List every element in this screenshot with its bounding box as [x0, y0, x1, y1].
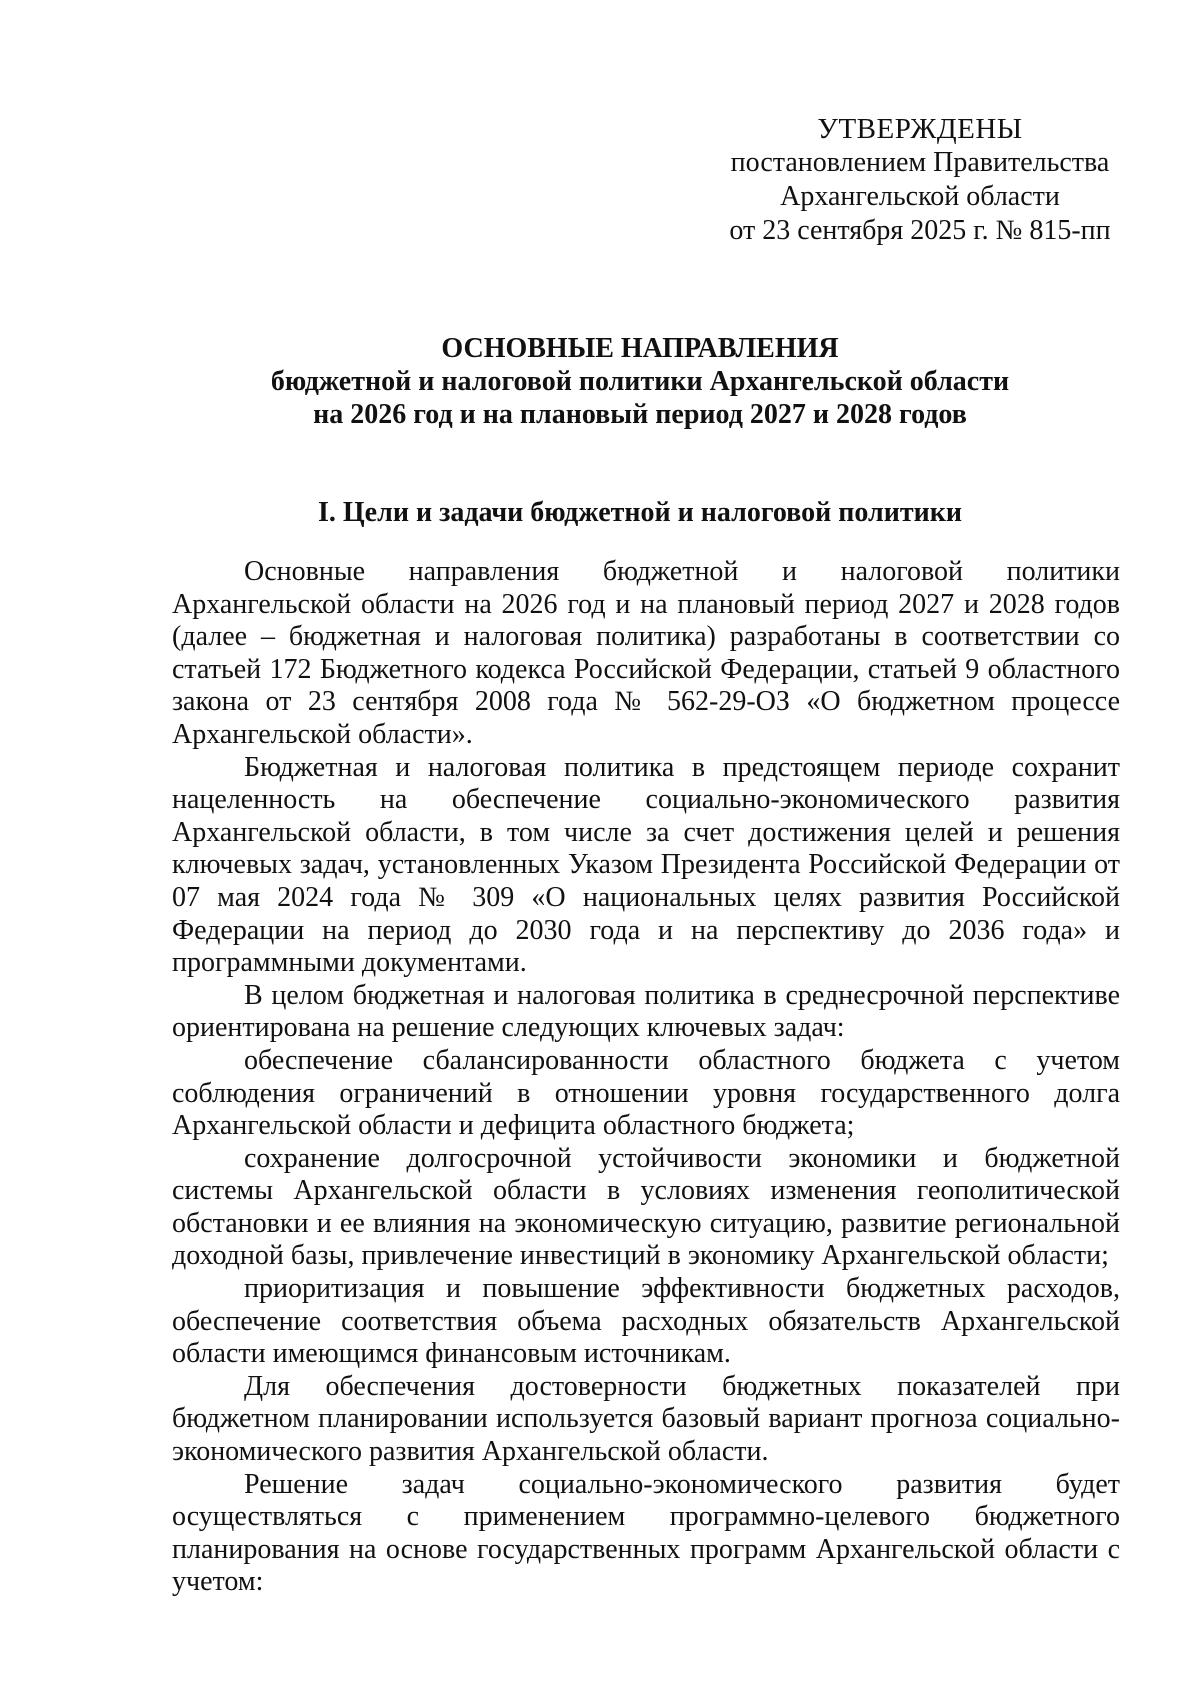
title-line-2: бюджетной и налоговой политики Архангельской области [270, 366, 1010, 397]
approval-line-1: постановлением Правительства [730, 147, 1110, 178]
paragraph: Основные направления бюджетной и налоговой политики Архангельской области на 2026 год и на плановый период 2027 и 2028 годов (далее – бюджетная и налоговая политика) разработаны в соответствии со статьей 172 Бюджетного кодекса Российской Федерации, статьей 9 областного закона от 23 сентября 2008 года № 562-29-ОЗ «О бюджетном процессе Архангельской области». [172, 556, 1120, 750]
paragraph: Решение задач социально-экономического развития будет осуществляться с применением программно-целевого бюджетного планирования на основе государственных программ Архангельской области с учетом: [172, 1468, 1120, 1598]
paragraph: приоритизация и повышение эффективности бюджетных расходов, обеспечение соответствия объема расходных обязательств Архангельской области имеющимся финансовым источникам. [172, 1273, 1120, 1370]
document-body [172, 556, 1120, 1599]
approval-heading: УТВЕРЖДЕНЫ [817, 113, 1023, 145]
document-title [160, 332, 1120, 431]
paragraph: В целом бюджетная и налоговая политика в среднесрочной перспективе ориентирована на решение следующих ключевых задач: [172, 979, 1120, 1044]
title-line-3: на 2026 год и на плановый период 2027 и 2028 годов [313, 399, 967, 430]
paragraph: обеспечение сбалансированности областного бюджета с учетом соблюдения ограничений в отношении уровня государственного долга Архангельской области и дефицита областного бюджета; [172, 1044, 1120, 1142]
section-heading: I. Цели и задачи бюджетной и налоговой политики [318, 497, 962, 528]
paragraph: Бюджетная и налоговая политика в предстоящем периоде сохранит нацеленность на обеспечение социально-экономического развития Архангельской области, в том числе за счет достижения целей и решения ключевых задач, установленных Указом Президента Российской Федерации от 07 мая 2024 года № 309 «О национальных целях развития Российской Федерации на период до 2030 года и на перспективу до 2036 года» и программными документами. [172, 751, 1120, 979]
title-line-1: ОСНОВНЫЕ НАПРАВЛЕНИЯ [441, 333, 839, 364]
approval-line-3: от 23 сентября 2025 г. № 815-пп [729, 215, 1111, 246]
paragraph: сохранение долгосрочной устойчивости экономики и бюджетной системы Архангельской области в условиях изменения геополитической обстановки и ее влияния на экономическую ситуацию, развитие региональной доходной базы, привлечение инвестиций в экономику Архангельской области; [172, 1142, 1120, 1272]
approval-line-2: Архангельской области [780, 181, 1060, 212]
approval-stamp-block [720, 112, 1120, 248]
paragraph: Для обеспечения достоверности бюджетных показателей при бюджетном планировании используется базовый вариант прогноза социально-экономического развития Архангельской области. [172, 1370, 1120, 1468]
